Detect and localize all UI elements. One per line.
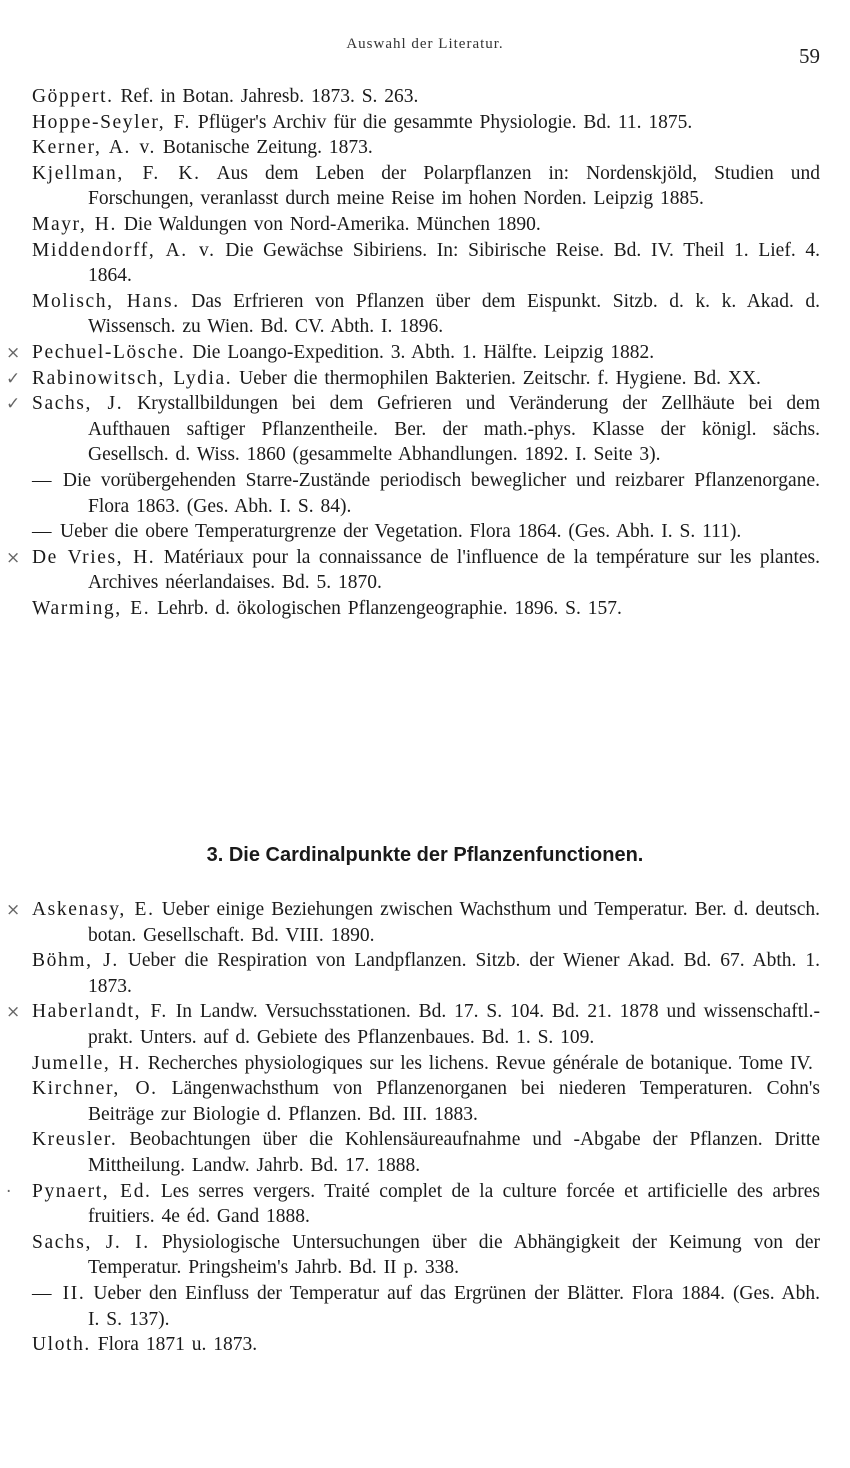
reference-list-a bbox=[0, 84, 850, 621]
reference-author: Middendorff, A. v. bbox=[32, 239, 216, 261]
reference-author: Jumelle, H. bbox=[32, 1052, 141, 1074]
reference-list-b bbox=[0, 897, 850, 1358]
reference-entry bbox=[32, 519, 820, 545]
reference-text: Ueber die Respiration von Landpflanzen. Sitzb. der Wiener Akad. Bd. 67. Abth. 1. 1873. bbox=[88, 950, 820, 997]
reference-text: Matériaux pour la connaissance de l'influence de la température sur les plantes. Archives néerlandaises. Bd. 5. 1870. bbox=[88, 546, 821, 594]
reference-author: Molisch, Hans. bbox=[32, 290, 180, 312]
reference-entry bbox=[32, 84, 820, 110]
reference-text: Ueber die obere Temperaturgrenze der Vegetation. Flora 1864. (Ges. Abh. I. S. 111). bbox=[59, 521, 742, 543]
reference-entry bbox=[6, 366, 820, 392]
margin-mark: × bbox=[6, 900, 21, 920]
reference-text: Botanische Zeitung. 1873. bbox=[162, 137, 373, 159]
reference-text: Ref. in Botan. Jahresb. 1873. S. 263. bbox=[120, 86, 419, 107]
reference-text: Flora 1871 u. 1873. bbox=[97, 1334, 258, 1356]
reference-author: De Vries, H. bbox=[32, 546, 156, 568]
reference-entry bbox=[32, 212, 820, 238]
reference-author: Mayr, H. bbox=[32, 213, 117, 235]
reference-author: Pynaert, Ed. bbox=[32, 1180, 152, 1202]
reference-text: Längenwachsthum von Pflanzenorganen bei niederen Temperaturen. Cohn's Beiträge zur Biologie d. Pflanzen. Bd. III. 1883. bbox=[88, 1078, 820, 1125]
reference-entry bbox=[32, 238, 820, 289]
margin-mark: × bbox=[6, 342, 21, 363]
reference-text: Ueber einige Beziehungen zwischen Wachsthum und Temperatur. Ber. d. deutsch. botan. Gesellschaft. Bd. VIII. 1890. bbox=[88, 899, 820, 946]
reference-author: Sachs, J. I. bbox=[32, 1231, 150, 1253]
reference-text: Recherches physiologiques sur les lichens. Revue générale de botanique. Tome IV. bbox=[147, 1052, 813, 1074]
reference-author: Böhm, J. bbox=[32, 950, 119, 972]
margin-mark: ✓ bbox=[6, 394, 21, 415]
reference-entry bbox=[6, 999, 821, 1050]
reference-author: — bbox=[32, 469, 54, 491]
margin-mark: ✓ bbox=[6, 368, 21, 389]
reference-text: Das Erfrieren von Pflanzen über dem Eispunkt. Sitzb. d. k. k. Akad. d. Wissensch. zu Wien. Bd. CV. Abth. I. 1896. bbox=[88, 290, 820, 338]
margin-mark: × bbox=[6, 547, 21, 568]
reference-text: Krystallbildungen bei dem Gefrieren und Veränderung der Zellhäute bei dem Aufthauen saftiger Pflanzentheile. Ber. der math.-phys. Klasse der königl. sächs. Gesellsch. d. Wiss. 1860 (gesammelte Abhandlungen. 1892. I. Seite 3). bbox=[88, 393, 821, 466]
reference-text: Ueber den Einfluss der Temperatur auf das Ergrünen der Blätter. Flora 1884. (Ges. Abh. I. S. 137). bbox=[88, 1282, 821, 1330]
reference-entry bbox=[32, 1332, 820, 1358]
reference-author: Askenasy, E. bbox=[32, 899, 155, 920]
margin-mark: · bbox=[6, 1181, 12, 1202]
reference-text: Aus dem Leben der Polarpflanzen in: Nordenskjöld, Studien und Forschungen, veranlasst durch meine Reise im hohen Norden. Leipzig 1885. bbox=[88, 162, 820, 210]
reference-entry bbox=[6, 340, 820, 366]
reference-author: Rabinowitsch, Lydia. bbox=[32, 367, 233, 389]
reference-author: Göppert. bbox=[32, 86, 114, 107]
reference-author: — bbox=[32, 521, 54, 543]
reference-entry bbox=[32, 596, 820, 622]
reference-entry bbox=[32, 289, 820, 340]
reference-author: Kerner, A. v. bbox=[32, 137, 157, 159]
reference-text: Die Gewächse Sibiriens. In: Sibirische Reise. Bd. IV. Theil 1. Lief. 4. 1864. bbox=[88, 239, 820, 287]
reference-entry bbox=[32, 468, 820, 519]
reference-entry bbox=[6, 545, 821, 596]
reference-entry bbox=[32, 1230, 820, 1281]
reference-author: Haberlandt, F. bbox=[32, 1001, 168, 1023]
reference-author: Uloth. bbox=[32, 1334, 91, 1356]
reference-text: Die Loango-Expedition. 3. Abth. 1. Hälfte. Leipzig 1882. bbox=[192, 341, 655, 363]
reference-author: Pechuel-Lösche. bbox=[32, 341, 186, 363]
reference-entry bbox=[32, 1076, 820, 1127]
reference-entry bbox=[32, 1281, 820, 1332]
margin-mark: × bbox=[6, 1002, 21, 1023]
section-heading: 3. Die Cardinalpunkte der Pflanzenfunctionen. bbox=[206, 844, 644, 866]
reference-author: Sachs, J. bbox=[32, 393, 124, 415]
page-number: 59 bbox=[799, 44, 820, 68]
reference-entry bbox=[32, 948, 820, 999]
reference-text: Pflüger's Archiv für die gesammte Physiologie. Bd. 11. 1875. bbox=[197, 111, 693, 133]
running-title: Auswahl der Literatur. bbox=[346, 36, 504, 52]
reference-entry bbox=[6, 391, 821, 468]
reference-entry bbox=[6, 1179, 820, 1230]
reference-text: Die vorübergehenden Starre-Zustände periodisch beweglicher und reizbarer Pflanzenorgane. Flora 1863. (Ges. Abh. I. S. 84). bbox=[62, 469, 820, 517]
reference-author: Kreusler. bbox=[32, 1129, 118, 1151]
reference-text: Physiologische Untersuchungen über die Abhängigkeit der Keimung von der Temperatur. Pringsheim's Jahrb. Bd. II p. 338. bbox=[88, 1231, 820, 1279]
reference-text: Lehrb. d. ökologischen Pflanzengeographie. 1896. S. 157. bbox=[157, 597, 622, 619]
reference-author: — II. bbox=[32, 1282, 86, 1304]
reference-entry bbox=[32, 135, 820, 161]
reference-entry bbox=[32, 1051, 820, 1077]
reference-author: Warming, E. bbox=[32, 597, 151, 619]
reference-entry bbox=[32, 1127, 820, 1178]
reference-text: Die Waldungen von Nord-Amerika. München 1890. bbox=[123, 213, 541, 235]
reference-author: Hoppe-Seyler, F. bbox=[32, 111, 192, 133]
reference-text: In Landw. Versuchsstationen. Bd. 17. S. 104. Bd. 21. 1878 und wissenschaftl.-prakt. Unters. auf d. Gebiete des Pflanzenbaues. Bd. 1. S. 109. bbox=[88, 1001, 821, 1048]
reference-text: Ueber die thermophilen Bakterien. Zeitschr. f. Hygiene. Bd. XX. bbox=[239, 367, 761, 389]
reference-text: Les serres vergers. Traité complet de la culture forcée et artificielle des arbres fruitiers. 4e éd. Gand 1888. bbox=[88, 1180, 820, 1228]
reference-author: Kirchner, O. bbox=[32, 1078, 158, 1100]
reference-author: Kjellman, F. K. bbox=[32, 162, 201, 184]
reference-entry bbox=[32, 110, 820, 136]
reference-entry bbox=[32, 161, 820, 212]
reference-entry bbox=[6, 897, 820, 948]
reference-text: Beobachtungen über die Kohlensäureaufnahme und -Abgabe der Pflanzen. Dritte Mittheilung. Landw. Jahrb. Bd. 17. 1888. bbox=[88, 1129, 821, 1176]
